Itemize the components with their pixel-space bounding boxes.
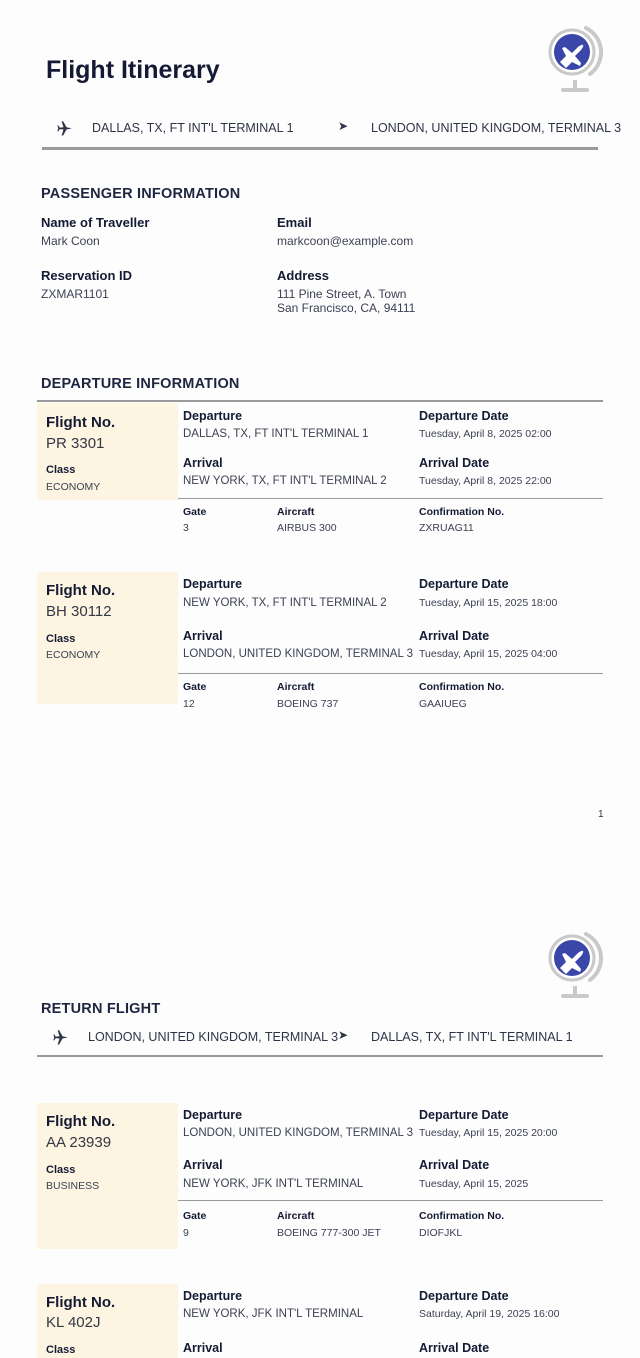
flight-card: [37, 403, 603, 534]
departure-label: Departure: [183, 577, 243, 591]
aircraft-value: AIRBUS 300: [277, 522, 337, 534]
flight-card: [37, 572, 603, 710]
airplane-icon: [56, 119, 74, 137]
flight-no: PR 3301: [46, 435, 105, 452]
gate-label: Gate: [183, 1210, 207, 1222]
class-label: Class: [46, 1344, 76, 1356]
arrival-label: Arrival: [183, 456, 223, 470]
departure-date-label: Departure Date: [419, 1289, 509, 1303]
aircraft-label: Aircraft: [277, 681, 315, 693]
arrival-value: NEW YORK, JFK INT'L TERMINAL: [183, 1178, 364, 1190]
gate-label: Gate: [183, 681, 207, 693]
arrival-value: NEW YORK, TX, FT INT'L TERMINAL 2: [183, 475, 387, 487]
arrival-date-label: Arrival Date: [419, 456, 490, 470]
departure-date: Tuesday, April 8, 2025 02:00: [419, 428, 552, 440]
class-label: Class: [46, 633, 76, 645]
aircraft-value: BOEING 737: [277, 698, 339, 710]
gate-value: 9: [183, 1227, 189, 1239]
card-divider: [178, 673, 603, 674]
return-route-to: DALLAS, TX, FT INT'L TERMINAL 1: [371, 1030, 573, 1044]
reservation-label: Reservation ID: [41, 268, 133, 283]
arrival-label: Arrival: [183, 1341, 223, 1355]
flight-no-label: Flight No.: [46, 1294, 116, 1311]
address-label: Address: [277, 268, 330, 283]
arrow-right-icon: ➤: [338, 1028, 349, 1042]
page-title: Flight Itinerary: [46, 56, 220, 84]
name-label: Name of Traveller: [41, 215, 150, 230]
class-value: BUSINESS: [46, 1180, 100, 1192]
departure-value: NEW YORK, JFK INT'L TERMINAL: [183, 1308, 364, 1320]
arrival-date-label: Arrival Date: [419, 629, 490, 643]
class-label: Class: [46, 1164, 76, 1176]
aircraft-label: Aircraft: [277, 1210, 315, 1222]
arrival-date-label: Arrival Date: [419, 1158, 490, 1172]
address-line-1: 111 Pine Street, A. Town: [277, 287, 407, 301]
globe-plane-icon: [546, 22, 604, 94]
departure-date: Saturday, April 19, 2025 16:00: [419, 1308, 560, 1320]
return-divider: [37, 1055, 603, 1057]
confirmation-label: Confirmation No.: [419, 506, 505, 518]
flight-no-label: Flight No.: [46, 1113, 116, 1130]
airplane-icon: [52, 1028, 70, 1046]
return-route-from: LONDON, UNITED KINGDOM, TERMINAL 3: [88, 1030, 339, 1044]
departure-label: Departure: [183, 1108, 243, 1122]
arrival-date: Tuesday, April 15, 2025: [419, 1178, 529, 1190]
confirmation-value: DIOFJKL: [419, 1227, 463, 1239]
return-heading: RETURN FLIGHT: [41, 1001, 161, 1017]
route-from: DALLAS, TX, FT INT'L TERMINAL 1: [92, 121, 294, 135]
departure-divider: [37, 400, 603, 402]
class-label: Class: [46, 464, 76, 476]
arrival-label: Arrival: [183, 629, 223, 643]
globe-plane-icon: [546, 928, 604, 1000]
aircraft-value: BOEING 777-300 JET: [277, 1227, 381, 1239]
confirmation-label: Confirmation No.: [419, 681, 505, 693]
flight-no: BH 30112: [46, 603, 112, 620]
page-number: 1: [598, 809, 604, 820]
aircraft-label: Aircraft: [277, 506, 315, 518]
arrival-value: LONDON, UNITED KINGDOM, TERMINAL 3: [183, 648, 414, 660]
flight-no: AA 23939: [46, 1134, 112, 1151]
return-route-summary: [0, 1028, 640, 1048]
class-value: ECONOMY: [46, 649, 101, 661]
departure-label: Departure: [183, 409, 243, 423]
class-value: ECONOMY: [46, 481, 101, 493]
flight-card: [37, 1284, 603, 1358]
departure-date: Tuesday, April 15, 2025 18:00: [419, 597, 558, 609]
arrival-date: Tuesday, April 15, 2025 04:00: [419, 648, 558, 660]
route-to: LONDON, UNITED KINGDOM, TERMINAL 3: [371, 121, 622, 135]
address-line-2: San Francisco, CA, 94111: [277, 301, 416, 315]
departure-heading: DEPARTURE INFORMATION: [41, 376, 240, 392]
card-divider: [178, 498, 603, 499]
confirmation-label: Confirmation No.: [419, 1210, 505, 1222]
departure-label: Departure: [183, 1289, 243, 1303]
flight-no-label: Flight No.: [46, 582, 116, 599]
flight-card: [37, 1103, 603, 1249]
gate-value: 12: [183, 698, 195, 710]
email-label: Email: [277, 215, 312, 230]
arrow-right-icon: ➤: [338, 119, 349, 133]
departure-date: Tuesday, April 15, 2025 20:00: [419, 1127, 558, 1139]
passenger-heading: PASSENGER INFORMATION: [41, 186, 241, 202]
arrival-date-label: Arrival Date: [419, 1341, 490, 1355]
gate-value: 3: [183, 522, 189, 534]
header-divider: [42, 147, 598, 150]
confirmation-value: GAAIUEG: [419, 698, 467, 710]
traveller-name: Mark Coon: [41, 234, 100, 248]
gate-label: Gate: [183, 506, 207, 518]
traveller-email: markcoon@example.com: [277, 234, 414, 248]
departure-date-label: Departure Date: [419, 409, 509, 423]
route-summary: [0, 119, 640, 139]
confirmation-value: ZXRUAG11: [419, 522, 474, 534]
reservation-id: ZXMAR1101: [41, 287, 109, 301]
arrival-date: Tuesday, April 8, 2025 22:00: [419, 475, 552, 487]
departure-value: NEW YORK, TX, FT INT'L TERMINAL 2: [183, 597, 387, 609]
departure-date-label: Departure Date: [419, 1108, 509, 1122]
arrival-label: Arrival: [183, 1158, 223, 1172]
flight-no-label: Flight No.: [46, 414, 116, 431]
departure-value: DALLAS, TX, FT INT'L TERMINAL 1: [183, 428, 369, 440]
card-divider: [178, 1200, 603, 1201]
departure-date-label: Departure Date: [419, 577, 509, 591]
flight-no: KL 402J: [46, 1314, 101, 1331]
departure-value: LONDON, UNITED KINGDOM, TERMINAL 3: [183, 1127, 414, 1139]
